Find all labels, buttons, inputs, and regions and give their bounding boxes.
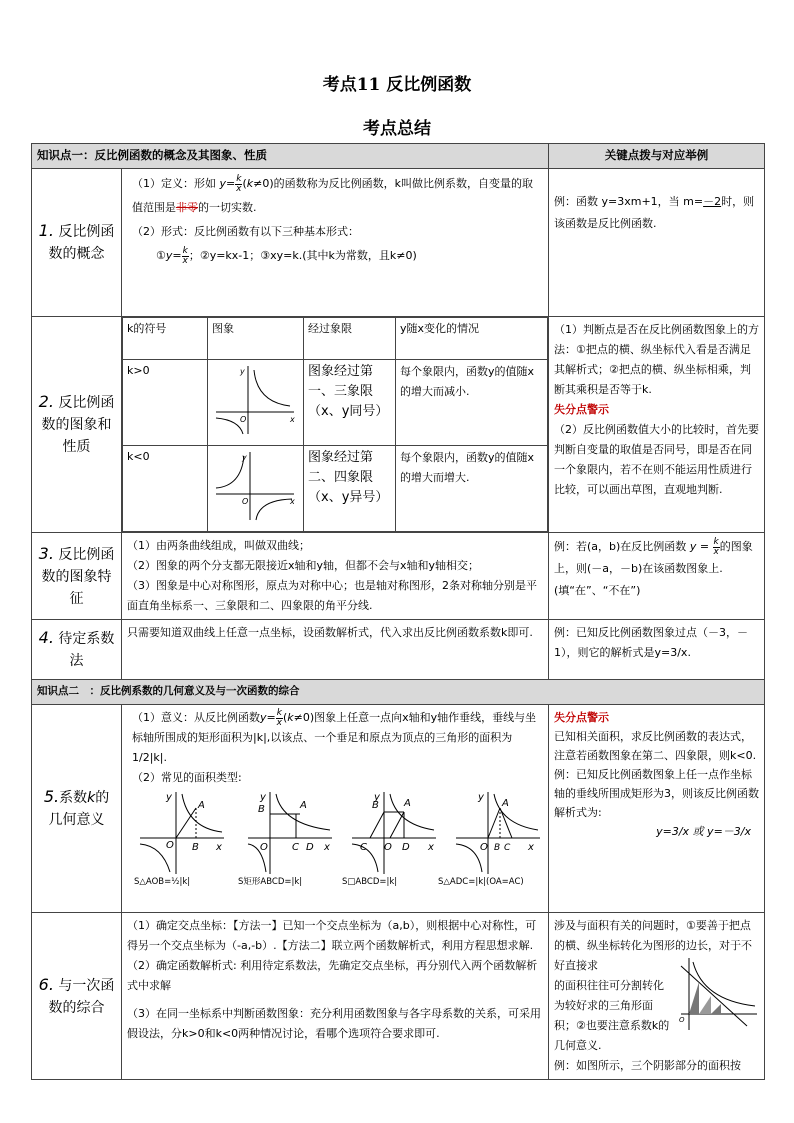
- svg-text:O: O: [480, 842, 488, 853]
- svg-text:y: y: [478, 792, 484, 803]
- svg-text:y: y: [240, 367, 245, 376]
- row5-label: 5.系数k的几何意义: [32, 705, 122, 913]
- caption-2: S矩形ABCD=|k|: [238, 877, 303, 887]
- row-undetermined-coefficient: [32, 620, 765, 680]
- svg-text:O: O: [260, 842, 268, 853]
- row2-notes: （1）判断点是否在反比例函数图象上的方法：①把点的横、纵坐标代入看是否满足其解析式；②把点的横、纵坐标相乘，判断其乘积是否等于k. 失分点警示 （2）反比例函数值大小的比较时，首先要判断自变量的取值是否同号，即是否在同一个象限内，若不在则不能运用性质进行比较，可以画出草图，直观地判断.: [549, 317, 765, 533]
- row4-label: 4. 待定系数法: [32, 620, 122, 680]
- hyperbola-negative-graph: [210, 448, 300, 524]
- area-figure-1: [140, 792, 224, 874]
- area-figure-4: [456, 792, 540, 874]
- svg-text:y: y: [166, 792, 172, 803]
- row3-label: 3. 反比例函数的图象特征: [32, 533, 122, 620]
- row6-content: （1）确定交点坐标：【方法一】已知一个交点坐标为（a,b），则根据中心对称性，可得另一个交点坐标为（-a,-b）.【方法二】联立两个函数解析式，利用方程思想求解. （2）确定函数解析式: 利用待定系数法，先确定交点坐标，再分别代入两个函数解析式中求解 （3）在同一坐标系中判断函数图象：充分利用函数图象与各字母系数的关系，可采用假设法，分k>0和k<0两种情况讨论，看哪个选项符合要求即可.: [122, 913, 549, 1080]
- svg-text:C: C: [292, 842, 299, 853]
- forms-list: ①y= $\frac{k}{x}$ ；②y=kx-1；③xy=k.(其中k为常数，且k≠0): [156, 245, 417, 266]
- svg-text:A: A: [300, 800, 307, 811]
- row1-label: 1. 反比例函数的概念: [32, 169, 122, 317]
- quadrant-k-negative: 图象经过第二、四象限（x、y异号）: [304, 446, 396, 532]
- row5-notes: 失分点警示 已知相关面积，求反比例函数的表达式，注意若函数图象在第二、四象限，则k<0. 例：已知反比例函数图象上任一点作坐标轴的垂线所围成矩形为3，则该反比例函数解析式为: y=3/x 或 y=－3/x: [549, 705, 765, 913]
- properties-table: [122, 317, 548, 532]
- k-positive: k>0: [123, 360, 208, 446]
- warning-label: 失分点警示: [554, 403, 609, 416]
- svg-text:B: B: [494, 843, 501, 853]
- quadrant-k-positive: 图象经过第一、三象限（x、y同号）: [304, 360, 396, 446]
- row4-example: 例：已知反比例函数图象过点（－3，－1），则它的解析式是y=3/x.: [549, 620, 765, 680]
- svg-text:O: O: [166, 840, 174, 851]
- answer: y=3/x 或 y=－3/x: [656, 825, 751, 838]
- hyperbola-positive-graph: [210, 362, 300, 438]
- row-geometric-meaning: [32, 705, 765, 913]
- row-graph-properties: [32, 317, 765, 533]
- svg-text:D: D: [306, 842, 314, 853]
- area-figure-2: [248, 792, 332, 874]
- row4-content: 只需要知道双曲线上任意一点坐标，设函数解析式，代入求出反比例函数系数k即可.: [122, 620, 549, 680]
- svg-text:C: C: [504, 843, 511, 853]
- row1-example: 例：函数 y=3xm+1，当 m=－2时，则该函数是反比例函数.: [549, 169, 765, 317]
- svg-text:x: x: [216, 842, 222, 853]
- svg-text:O: O: [679, 1016, 685, 1024]
- page-title: 考点11 反比例函数: [322, 75, 472, 95]
- row-concept: [32, 169, 765, 317]
- summary-table: [31, 143, 765, 1080]
- k-negative: k<0: [123, 446, 208, 532]
- section-header-1-right: 关键点拨与对应举例: [549, 144, 765, 169]
- svg-text:O: O: [240, 415, 247, 424]
- svg-text:B: B: [372, 800, 379, 811]
- graph-k-negative: [208, 446, 304, 532]
- graph-k-positive: [208, 360, 304, 446]
- col-header-change: y随x变化的情况: [396, 318, 548, 360]
- section-header-2-left: 知识点二 ：反比例系数的几何意义及与一次函数的综合: [32, 680, 765, 705]
- warning-label-2: 失分点警示: [554, 711, 609, 724]
- svg-text:x: x: [324, 842, 330, 853]
- caption-3: S□ABCD=|k|: [342, 877, 398, 887]
- row3-example: 例：若(a，b)在反比例函数 y = $\frac{k}{x}$ 的图象上，则(－a，－b)在该函数图象上.(填“在”、“不在”): [549, 533, 765, 620]
- shaded-area-figure: [677, 956, 759, 1032]
- change-k-positive: 每个象限内，函数y的值随x的增大而减小.: [396, 360, 548, 446]
- svg-text:x: x: [290, 415, 295, 424]
- svg-text:D: D: [402, 842, 410, 853]
- caption-4: S△ADC=|k|(OA=AC): [438, 877, 524, 887]
- row2-label: 2. 反比例函数的图象和性质: [32, 317, 122, 533]
- change-k-negative: 每个象限内，函数y的值随x的增大而增大.: [396, 446, 548, 532]
- row5-content: （1）意义：从反比例函数y= $\frac{k}{x}$ (k≠0)图象上任意一点向x轴和y轴作垂线，垂线与坐标轴所围成的矩形面积为|k|,以该点、一个垂足和原点为顶点的三角形的面积为1/2|k|. （2）常见的面积类型: A y O B x A B y O C D x A B C O D x y A y O B C x S△AOB=½|k| S矩形ABCD=|k| S□ABCD=|k| S△ADC=|k|(OA=AC): [122, 705, 549, 913]
- svg-text:y: y: [242, 453, 247, 462]
- col-header-graph: 图象: [208, 318, 304, 360]
- row-graph-features: [32, 533, 765, 620]
- svg-text:y: y: [374, 792, 380, 803]
- svg-text:A: A: [404, 798, 411, 809]
- svg-text:O: O: [384, 842, 392, 853]
- section-header-1-left: 知识点一：反比例函数的概念及其图象、性质: [32, 144, 549, 169]
- row-linear-function: [32, 913, 765, 1080]
- row6-label: 6. 与一次函数的综合: [32, 913, 122, 1080]
- row6-notes: 涉及与面积有关的问题时，①要善于把点的横、纵坐标转化为图形的边长，对于不好直接求 的面积往往可分割转化为较好求的三角形面积；②也要注意系数k的几何意义. O 例：如图所示，三个阴影部分的面积按: [549, 913, 765, 1080]
- page-subtitle: 考点总结: [363, 119, 431, 139]
- row1-content: [122, 169, 549, 317]
- row2-table-cell: [122, 317, 549, 533]
- svg-text:B: B: [258, 804, 265, 815]
- col-header-quadrant: 经过象限: [304, 318, 396, 360]
- section-header-1: [32, 144, 765, 169]
- svg-text:C: C: [360, 842, 367, 853]
- forms-title: （2）形式：反比例函数有以下三种基本形式：: [132, 225, 359, 238]
- area-figure-3: [352, 792, 436, 874]
- area-types-figures: [132, 788, 542, 888]
- svg-text:x: x: [528, 842, 534, 853]
- row3-content: （1）由两条曲线组成，叫做双曲线； （2）图象的两个分支都无限接近x轴和y轴，但都不会与x轴和y轴相交； （3）图象是中心对称图形，原点为对称中心；也是轴对称图形，2条对称轴分别是平面直角坐标系一、三象限和二、四象限的角平分线.: [122, 533, 549, 620]
- svg-text:x: x: [428, 842, 434, 853]
- svg-text:B: B: [192, 842, 199, 853]
- caption-1: S△AOB=½|k|: [134, 877, 191, 887]
- meaning-text: （1）意义：从反比例函数y= $\frac{k}{x}$ (k≠0)图象上任意一点向x轴和y轴作垂线，垂线与坐标轴所围成的矩形面积为|k|,以该点、一个垂足和原点为顶点的三角形的面积为1/2|k|.: [132, 707, 537, 764]
- definition-text: （1）定义：形如 y= $\frac{k}{x}$ (k≠0)的函数称为反比例函数，k叫做比例系数，自变量的取值范围是非零的一切实数.: [132, 173, 534, 214]
- svg-text:y: y: [260, 792, 266, 803]
- svg-text:O: O: [242, 497, 249, 506]
- section-header-2: [32, 680, 765, 705]
- svg-text:A: A: [198, 800, 205, 811]
- svg-text:A: A: [502, 798, 509, 809]
- col-header-k: k的符号: [123, 318, 208, 360]
- svg-text:x: x: [290, 497, 295, 506]
